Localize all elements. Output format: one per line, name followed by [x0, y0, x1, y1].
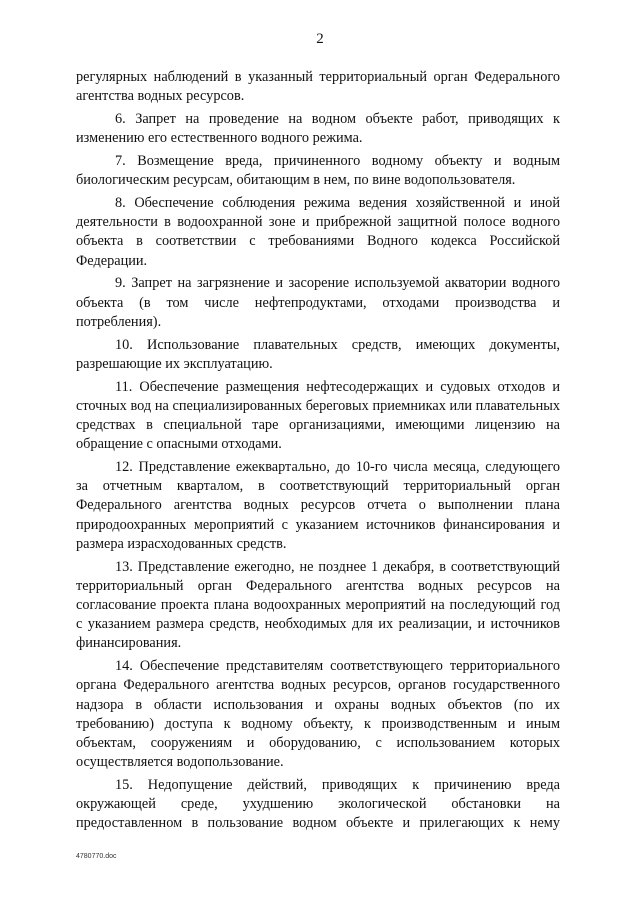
document-code: 4780770.doc: [76, 853, 117, 860]
paragraph-5-continuation: регулярных наблюдений в указанный территориальный орган Федерального агентства водных ресурсов.: [76, 69, 560, 105]
paragraph-9: 9. Запрет на загрязнение и засорение используемой акватории водного объекта (в том числе нефтепродуктами, отходами производства и потребления).: [76, 275, 560, 330]
paragraph-14: 14. Обеспечение представителям соответствующего территориального органа Федерального агентства водных ресурсов, органов государственного надзора в области использования и охраны водных объектов (по их требованию) доступа к водному объекту, к производственным и иным объектам, сооружениям и оборудованию, с использованием которых осуществляется водопользование.: [76, 658, 560, 771]
paragraph-12: 12. Представление ежеквартально, до 10-го числа месяца, следующего за отчетным кварталом, в соответствующий территориальный орган Федерального агентства водных ресурсов отчета о выполнении плана природоохранных мероприятий с указанием источников финансирования и размера израсходованных средств.: [76, 459, 560, 552]
paragraph-8: 8. Обеспечение соблюдения режима ведения хозяйственной и иной деятельности в водоохранной зоне и прибрежной защитной полосе водного объекта в соответствии с требованиями Водного кодекса Российской Федерации.: [76, 195, 560, 269]
page-number: 2: [316, 31, 324, 47]
paragraph-7: 7. Возмещение вреда, причиненного водному объекту и водным биологическим ресурсам, обитающим в нем, по вине водопользователя.: [76, 153, 560, 189]
paragraph-13: 13. Представление ежегодно, не позднее 1 декабря, в соответствующий территориальный орган Федерального агентства водных ресурсов на согласование проекта плана водоохранных мероприятий на последующий год с указанием размера средств, необходимых для их реализации, и источников финансирования.: [76, 558, 560, 652]
paragraph-15: 15. Недопущение действий, приводящих к причинению вреда окружающей среде, ухудшению экологической обстановки на предоставленном в пользование водном объекте и прилегающих к нему: [76, 777, 560, 832]
paragraph-11: 11. Обеспечение размещения нефтесодержащих и судовых отходов и сточных вод на специализированных береговых приемниках или плавательных средствах в специальной таре организациями, имеющими лицензию на обращение с опасными отходами.: [76, 378, 560, 453]
paragraph-10: 10. Использование плавательных средств, имеющих документы, разрешающие их эксплуатацию.: [76, 336, 560, 372]
paragraph-6: 6. Запрет на проведение на водном объекте работ, приводящих к изменению его естественного водного режима.: [76, 111, 560, 147]
document-body: [76, 68, 560, 837]
